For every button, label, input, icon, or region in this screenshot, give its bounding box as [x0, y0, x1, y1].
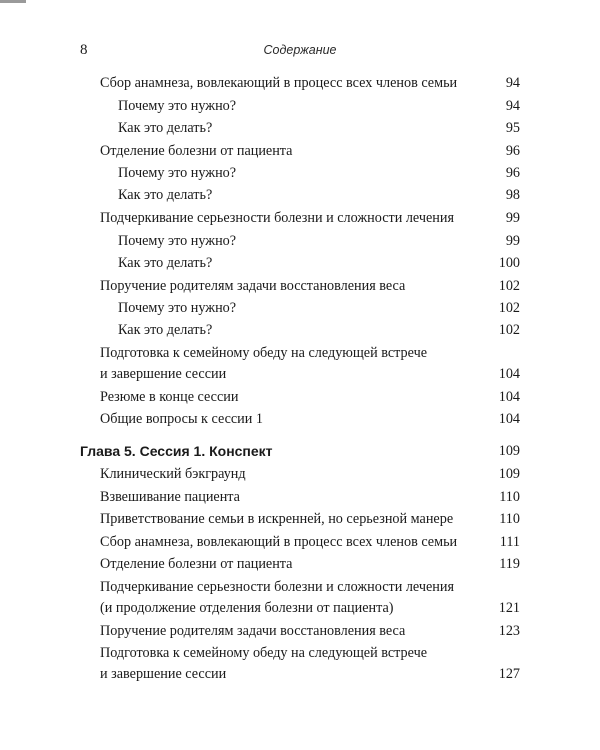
toc-entry-title: Сбор анамнеза, вовлекающий в процесс всех членов семьи [100, 75, 458, 91]
toc-entry-page: 104 [498, 411, 520, 427]
toc-entry-title: Почему это нужно? [118, 98, 237, 114]
toc-entry-title: Отделение болезни от пациента [100, 556, 293, 572]
toc-entry-page: 109 [498, 466, 520, 482]
toc-entry-title: Подготовка к семейному обеду на следующей встрече [100, 345, 428, 361]
toc-entry-title: Почему это нужно? [118, 165, 237, 181]
toc-entry-page: 102 [498, 300, 520, 316]
running-header: Содержание [263, 43, 337, 57]
toc-entry-page: 123 [498, 623, 520, 639]
toc-entry-page: 119 [499, 556, 520, 572]
toc-entry-page: 98 [505, 187, 520, 203]
toc-entry-page: 110 [499, 489, 520, 505]
chapter-title: Глава 5. Сессия 1. Конспект [80, 443, 273, 459]
toc-entry-page: 127 [498, 666, 520, 682]
toc-entry-page: 111 [499, 534, 520, 550]
toc-entry-title: Как это делать? [118, 255, 213, 271]
toc-entry-page: 102 [498, 278, 520, 294]
toc-entry-title: Как это делать? [118, 187, 213, 203]
toc-entry-title: Общие вопросы к сессии 1 [100, 411, 264, 427]
toc-entry-title: Приветствование семьи в искренней, но серьезной манере [100, 511, 454, 527]
toc-entry-title: Взвешивание пациента [100, 489, 240, 505]
toc-entry-title-continued: и завершение сессии [100, 666, 227, 682]
toc-entry-title-continued: и завершение сессии [100, 366, 227, 382]
toc-entry-title: Как это делать? [118, 120, 213, 136]
toc-entry-title: Как это делать? [118, 322, 213, 338]
toc-entry-page: 109 [498, 443, 520, 459]
toc-entry-title: Поручение родителям задачи восстановления веса [100, 278, 406, 294]
toc-entry-title: Резюме в конце сессии [100, 389, 239, 405]
toc-entry-title: Отделение болезни от пациента [100, 143, 293, 159]
toc-entry-title: Подчеркивание серьезности болезни и сложности лечения [100, 579, 454, 595]
page-number: 8 [80, 42, 88, 58]
toc-entry-title: Подготовка к семейному обеду на следующей встрече [100, 645, 428, 661]
toc-entry-page: 94 [505, 75, 520, 91]
toc-entry-title: Почему это нужно? [118, 300, 237, 316]
toc-entry[interactable] [0, 643, 600, 685]
toc-entry[interactable] [0, 577, 600, 619]
toc-entry-page: 95 [505, 120, 520, 136]
toc-entry-title: Почему это нужно? [118, 233, 237, 249]
toc-entry-page: 102 [498, 322, 520, 338]
toc-entry[interactable] [0, 343, 600, 385]
toc-entry-page: 96 [505, 143, 520, 159]
toc-entry-page: 99 [505, 210, 520, 226]
toc-entry-page: 96 [505, 165, 520, 181]
toc-entry-page: 100 [498, 255, 520, 271]
toc-entry-title: Клинический бэкграунд [100, 466, 246, 482]
toc-entry-title: Поручение родителям задачи восстановления веса [100, 623, 406, 639]
toc-entry-page: 104 [498, 389, 520, 405]
toc-entry-page: 110 [499, 511, 520, 527]
toc-entry-page: 94 [505, 98, 520, 114]
toc-entry-page: 99 [505, 233, 520, 249]
toc-entry-page: 121 [498, 600, 520, 616]
toc-entry-page: 104 [498, 366, 520, 382]
toc-entry-title: Сбор анамнеза, вовлекающий в процесс всех членов семьи [100, 534, 458, 550]
toc-entry-title: Подчеркивание серьезности болезни и сложности лечения [100, 210, 454, 226]
toc-entry-title-continued: (и продолжение отделения болезни от пациента) [100, 600, 394, 616]
